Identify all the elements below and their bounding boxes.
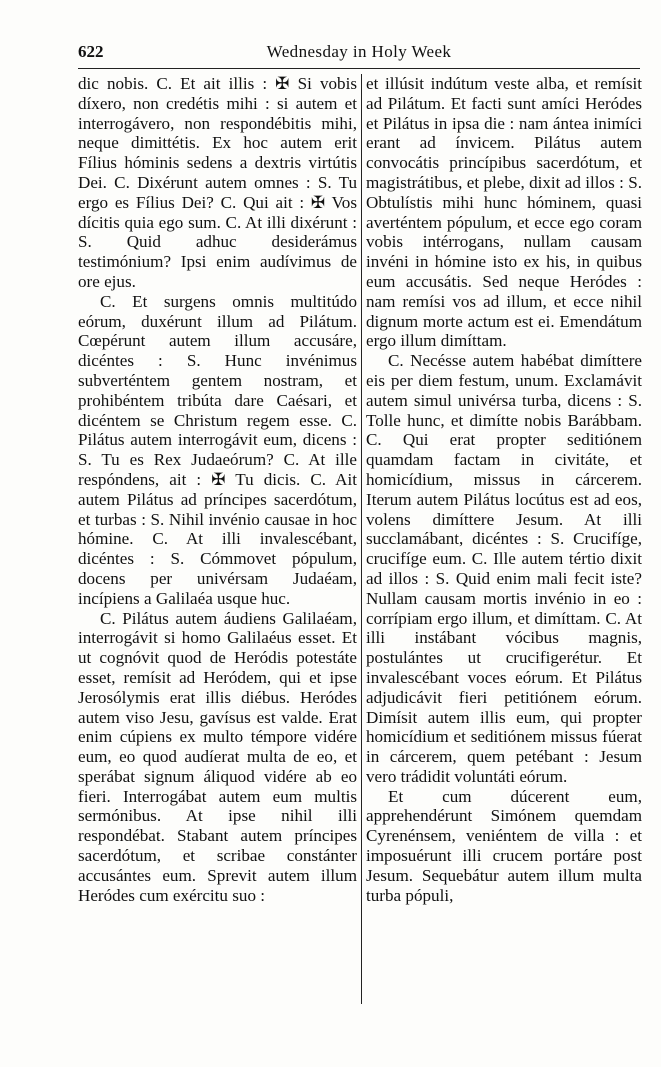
header-rule bbox=[78, 68, 640, 69]
paragraph: et illúsit indútum veste alba, et remísit ad Pilátum. Et facti sunt amíci Heródes et Pilátus in ipsa die : nam ántea inimíci erant ad ínvicem. Pilátus autem convocátis princípibus sacerdótum, et magistrátibus, et plebe, dixit ad illos : S. Obtulístis mihi hunc hóminem, quasi averténtem pópulum, et ecce ego coram vobis intérrogans, nullam causam invéni in hómine isto ex his, in quibus eum accusátis. Sed neque Heródes : nam remísi vos ad illum, et ecce nihil dignum morte actum est ei. Emendátum ergo illum dimíttam. bbox=[366, 74, 642, 351]
column-divider bbox=[361, 74, 362, 1004]
running-header bbox=[78, 42, 640, 66]
page-number: 622 bbox=[78, 42, 104, 61]
right-column bbox=[366, 74, 642, 905]
paragraph: Et cum dúcerent eum, apprehendérunt Simónem quemdam Cyrenénsem, veniéntem de villa : et imposuérunt illi crucem portáre post Jesum. Sequebátur autem illum multa turba pópuli, bbox=[366, 786, 642, 905]
paragraph: C. Necésse autem habébat dimíttere eis per diem festum, unum. Exclamávit autem simul univérsa turba, dicens : S. Tolle hunc, et dimítte nobis Barábbam. C. Qui erat propter seditiónem quamdam factam in civitáte, et homicídium, missus in cárcerem. Iterum autem Pilátus locútus est ad eos, volens dimíttere Jesum. At illi succlamábant, dicéntes : S. Crucifíge, crucifíge eum. C. Ille autem tértio dixit ad illos : S. Quid enim mali fecit iste? Nullam causam mortis invénio in eo : corrípiam ergo illum, et dimíttam. C. At illi instábant vócibus magnis, postulántes ut crucifigerétur. Et invalescébant voces eórum. Et Pilátus adjudicávit fieri petitiónem eórum. Dimísit autem illis eum, qui propter homicídium et seditiónem missus fúerat in cárcerem, quem petébant : Jesum vero trádidit voluntáti eórum. bbox=[366, 351, 642, 786]
paragraph: C. Et surgens omnis multitúdo eórum, duxérunt illum ad Pilátum. Cœpérunt autem illum accusáre, dicéntes : S. Hunc invénimus subverténtem gentem nostram, et prohibéntem tribúta dare Caésari, et dicéntem se Christum regem esse. C. Pilátus autem interrogávit eum, dicens : S. Tu es Rex Judaeórum? C. At ille respóndens, ait : ✠ Tu dicis. C. Ait autem Pilátus ad príncipes sacerdótum, et turbas : S. Nihil invénio causae in hoc hómine. C. At illi invalescébant, dicéntes : S. Cómmovet pópulum, docens per univérsam Judaéam, incípiens a Galilaéa usque huc. bbox=[78, 291, 357, 608]
running-title: Wednesday in Holy Week bbox=[266, 42, 452, 61]
left-column bbox=[78, 74, 357, 905]
paragraph: C. Pilátus autem áudiens Galilaéam, interrogávit si homo Galilaéus esset. Et ut cognóvit quod de Heródis potestáte esset, remísit ad Heródem, qui et ipse Jerosólymis erat illis diébus. Heródes autem viso Jesu, gavísus est valde. Erat enim cúpiens ex multo témpore vidére eum, eo quod audíerat multa de eo, et sperábat signum áliquod vidére ab eo fieri. Interrogábat autem eum multis sermónibus. At ipse nihil illi respondébat. Stabant autem príncipes sacerdótum, et scribae constánter accusántes eum. Sprevit autem illum Heródes cum exércitu suo : bbox=[78, 608, 357, 905]
paragraph: dic nobis. C. Et ait illis : ✠ Si vobis díxero, non credétis mihi : si autem et interrogávero, non respondébitis mihi, neque dimittétis. Ex hoc autem erit Fílius hóminis sedens a dextris virtútis Dei. C. Dixérunt autem omnes : S. Tu ergo es Fílius Dei? C. Qui ait : ✠ Vos dícitis quia ego sum. C. At illi dixérunt : S. Quid adhuc desiderámus testimónium? Ipsi enim audívimus de ore ejus. bbox=[78, 74, 357, 291]
